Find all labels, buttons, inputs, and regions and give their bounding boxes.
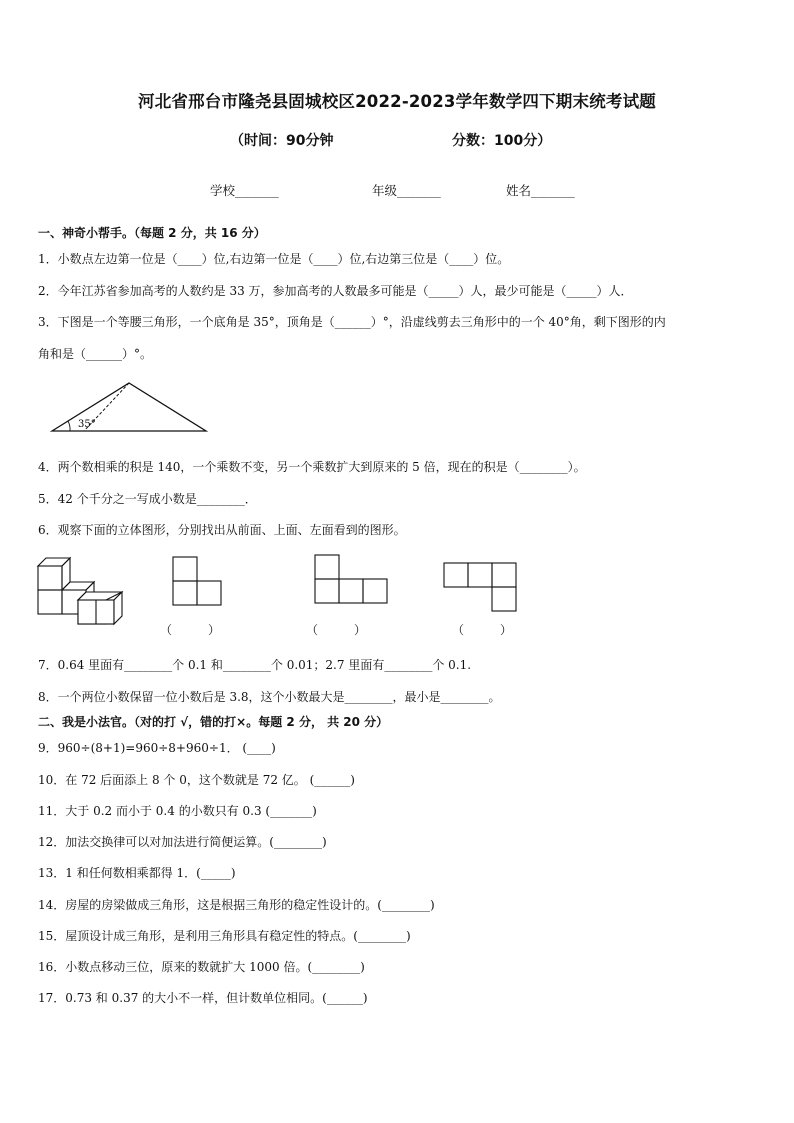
question-15: 15．屋顶设计成三角形，是利用三角形具有稳定性的特点。(________) xyxy=(38,929,411,943)
name-field: 姓名_______ xyxy=(506,183,575,198)
question-13: 13．1 和任何数相乘都得 1．(_____) xyxy=(38,866,236,880)
section-1-heading: 一、神奇小帮手。（每题 2 分，共 16 分） xyxy=(38,226,266,240)
question-2: 2．今年江苏省参加高考的人数约是 33 万，参加高考的人数最多可能是（_____）人，最少可能是（_____）人． xyxy=(38,284,633,298)
cube-stack-figure xyxy=(34,552,134,630)
question-7: 7．0.64 里面有________个 0.1 和________个 0.01；2.7 里面有________个 0.1. xyxy=(38,658,472,672)
question-11: 11．大于 0.2 而小于 0.4 的小数只有 0.3 (_______) xyxy=(38,804,317,818)
question-3-line-2: 角和是（______）°。 xyxy=(38,347,153,361)
answer-paren-c: （ ） xyxy=(452,623,513,637)
question-14: 14．房屋的房梁做成三角形，这是根据三角形的稳定性设计的。(________) xyxy=(38,898,435,912)
question-12: 12．加法交换律可以对加法进行简便运算。(________) xyxy=(38,835,327,849)
view-figure-b xyxy=(312,552,392,606)
page-title: 河北省邢台市隆尧县固城校区2022-2023学年数学四下期末统考试题 xyxy=(138,92,656,111)
exam-time: （时间：90分钟 xyxy=(230,133,334,149)
question-17: 17．0.73 和 0.37 的大小不一样，但计数单位相同。(______) xyxy=(38,991,368,1005)
answer-paren-a: （ ） xyxy=(160,623,221,637)
answer-paren-b: （ ） xyxy=(306,623,367,637)
question-10: 10．在 72 后面添上 8 个 0，这个数就是 72 亿。 (______) xyxy=(38,773,355,787)
question-4: 4．两个数相乘的积是 140，一个乘数不变，另一个乘数扩大到原来的 5 倍，现在的积是（________）。 xyxy=(38,460,586,474)
question-6: 6．观察下面的立体图形，分别找出从前面、上面、左面看到的图形。 xyxy=(38,523,406,537)
isosceles-triangle-figure xyxy=(44,378,214,438)
question-8: 8．一个两位小数保留一位小数后是 3.8，这个小数最大是________，最小是________。 xyxy=(38,690,501,704)
question-9: 9．960÷(8+1)=960÷8+960÷1． (____) xyxy=(38,741,276,755)
question-5: 5．42 个千分之一写成小数是________． xyxy=(38,492,257,506)
grade-field: 年级_______ xyxy=(372,183,441,198)
view-figure-c xyxy=(441,560,521,614)
question-1: 1．小数点左边第一位是（____）位,右边第一位是（____）位,右边第三位是（____）位。 xyxy=(38,252,510,266)
question-16: 16．小数点移动三位，原来的数就扩大 1000 倍。(________) xyxy=(38,960,365,974)
section-2-heading: 二、我是小法官。（对的打 √，错的打×。每题 2 分， 共 20 分） xyxy=(38,715,389,729)
exam-score: 分数：100分） xyxy=(452,133,552,149)
view-figure-a xyxy=(170,554,226,608)
angle-label: 35° xyxy=(78,419,96,430)
question-3-line-1: 3．下图是一个等腰三角形，一个底角是 35°，顶角是（______）°，沿虚线剪去三角形中的一个 40°角，剩下图形的内 xyxy=(38,315,666,329)
school-field: 学校_______ xyxy=(210,183,279,198)
